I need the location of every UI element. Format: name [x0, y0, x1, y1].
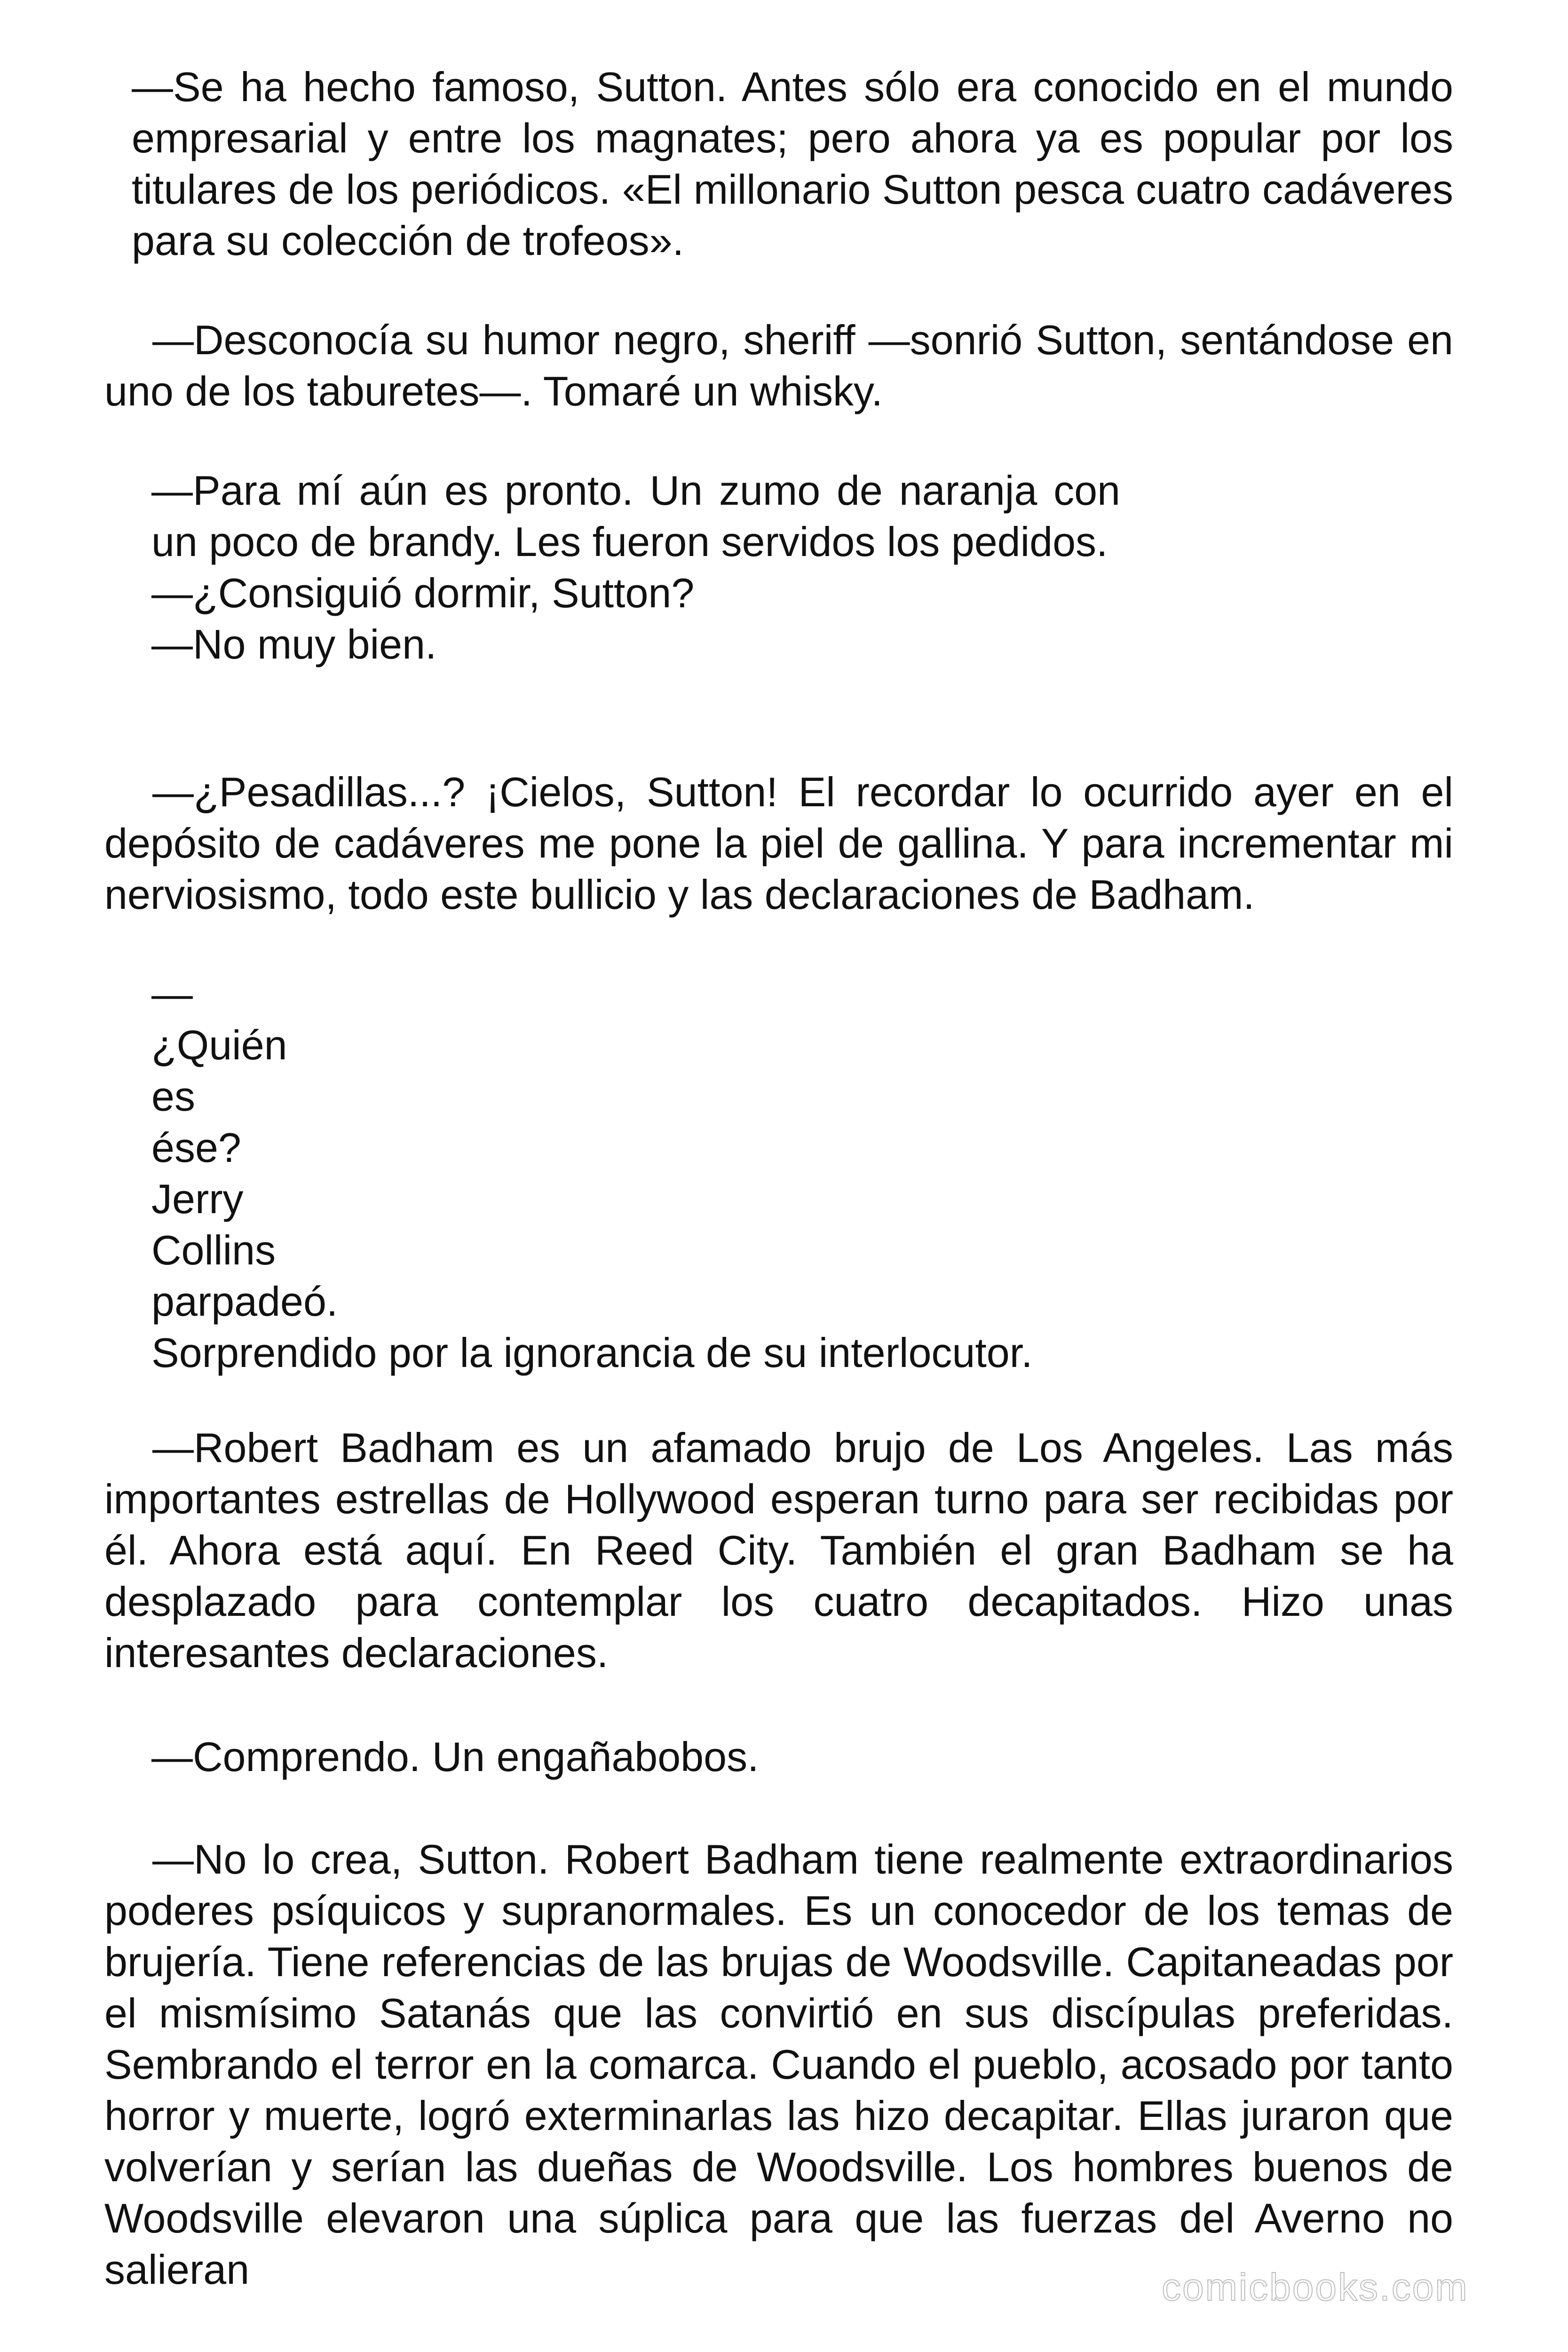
paragraph-5-line: — [151, 970, 193, 1017]
paragraph-3-text: —Para mí aún es pronto. Un zumo de naranja con un poco de brandy. Les fueron servidos los pedidos. [151, 467, 1120, 565]
paragraph-3-answer: —No muy bien. [151, 621, 437, 667]
paragraph-5-line: ¿Quién [151, 1022, 287, 1068]
paragraph-5-line: Sorprendido por la ignorancia de su interlocutor. [151, 1329, 1033, 1376]
paragraph-8: —No lo crea, Sutton. Robert Badham tiene realmente extraordinarios poderes psíquicos y supranormales. Es un conocedor de los temas de brujería. Tiene referencias de las brujas de Woodsville. Capitaneadas por el mismísimo Satanás que las convirtió en sus discípulas preferidas. Sembrando el terror en la comarca. Cuando el pueblo, acosado por tanto horror y muerte, logró exterminarlas las hizo decapitar. Ellas juraron que volverían y serían las dueñas de Woodsville. Los hombres buenos de Woodsville elevaron una súplica para que las fuerzas del Averno no salieran [104, 1836, 1453, 2293]
paragraph-5-line: Jerry [151, 1176, 244, 1222]
paragraph-2: —Desconocía su humor negro, sheriff —sonrió Sutton, sentándose en uno de los taburetes—. Tomaré un whisky. [104, 317, 1453, 414]
paragraph-block-3 [151, 465, 1120, 670]
paragraph-7: —Comprendo. Un engañabobos. [151, 1733, 759, 1780]
paragraph-5-line: parpadeó. [151, 1278, 338, 1325]
paragraph-1: —Se ha hecho famoso, Sutton. Antes sólo era conocido en el mundo empresarial y entre los magnates; pero ahora ya es popular por los titulares de los periódicos. «El millonario Sutton pesca cuatro cadáveres para su colección de trofeos». [132, 64, 1453, 264]
paragraph-5-line: ése? [151, 1124, 241, 1171]
paragraph-6: —Robert Badham es un afamado brujo de Los Angeles. Las más importantes estrellas de Hollywood esperan turno para ser recibidas por él. Ahora está aquí. En Reed City. También el gran Badham se ha desplazado para contemplar los cuatro decapitados. Hizo unas interesantes declaraciones. [104, 1424, 1453, 1676]
paragraph-4: —¿Pesadillas...? ¡Cielos, Sutton! El recordar lo ocurrido ayer en el depósito de cadáveres me pone la piel de gallina. Y para incrementar mi nerviosismo, todo este bullicio y las declaraciones de Badham. [104, 769, 1453, 918]
paragraph-5-line: Collins [151, 1227, 276, 1273]
paragraph-5-line: es [151, 1073, 195, 1120]
paragraph-block-5 [151, 968, 1327, 1378]
watermark-logo: comicbooks.com [1162, 2266, 1469, 2309]
paragraph-3-question: —¿Consiguió dormir, Sutton? [151, 570, 695, 616]
